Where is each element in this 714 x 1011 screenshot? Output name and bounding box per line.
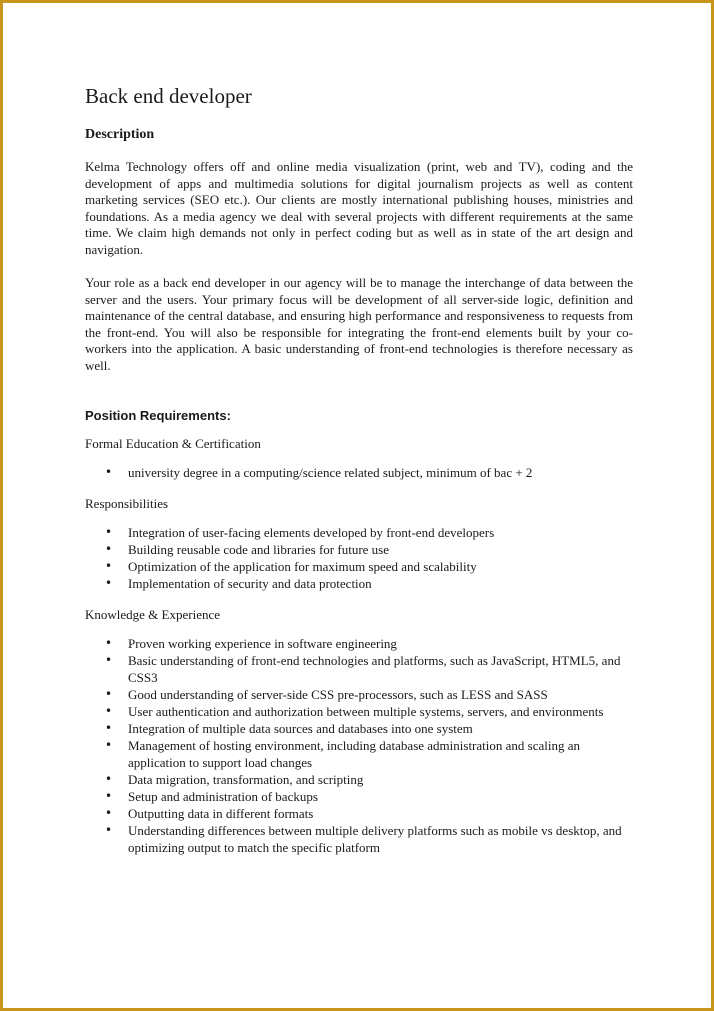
document-title: Back end developer bbox=[85, 84, 252, 108]
requirements-heading: Position Requirements: bbox=[85, 408, 231, 423]
responsibilities-list bbox=[85, 524, 633, 592]
knowledge-list bbox=[85, 635, 633, 856]
list-item: • Proven working experience in software engineering bbox=[85, 635, 633, 652]
document-page bbox=[85, 82, 633, 856]
list-item: • Building reusable code and libraries for future use bbox=[85, 541, 633, 558]
list-item: • Optimization of the application for maximum speed and scalability bbox=[85, 558, 633, 575]
education-list bbox=[85, 464, 633, 481]
list-item: • User authentication and authorization between multiple systems, servers, and environments bbox=[85, 703, 633, 720]
list-item: • Implementation of security and data protection bbox=[85, 575, 633, 592]
list-item: • Basic understanding of front-end technologies and platforms, such as JavaScript, HTML5, and CSS3 bbox=[85, 652, 633, 686]
knowledge-heading: Knowledge & Experience bbox=[85, 607, 221, 622]
list-item: • Management of hosting environment, including database administration and scaling an application to support load changes bbox=[85, 737, 633, 771]
list-item: • Integration of user-facing elements developed by front-end developers bbox=[85, 524, 633, 541]
description-heading: Description bbox=[85, 127, 155, 142]
description-paragraph-1: Kelma Technology offers off and online media visualization (print, web and TV), coding and the development of apps and multimedia solutions for digital journalism projects as well as content marketing services (SEO etc.). Our clients are mostly international publishing houses, ministries and foundations. As a media agency we deal with several projects with different requirements at the same time. We claim high demands not only in perfect coding but as well as in state of the art design and navigation. bbox=[85, 159, 633, 257]
list-item: • Setup and administration of backups bbox=[85, 788, 633, 805]
list-item: • Understanding differences between multiple delivery platforms such as mobile vs desktop, and optimizing output to match the specific platform bbox=[85, 822, 633, 856]
list-item: • Integration of multiple data sources and databases into one system bbox=[85, 720, 633, 737]
list-item: • university degree in a computing/science related subject, minimum of bac + 2 bbox=[85, 464, 633, 481]
education-heading: Formal Education & Certification bbox=[85, 436, 261, 451]
responsibilities-heading: Responsibilities bbox=[85, 496, 169, 511]
list-item: • Good understanding of server-side CSS pre-processors, such as LESS and SASS bbox=[85, 686, 633, 703]
description-paragraph-2: Your role as a back end developer in our agency will be to manage the interchange of data between the server and the users. Your primary focus will be development of all server-side logic, definition and maintenance of the central database, and ensuring high performance and responsiveness to requests from the front-end. You will also be responsible for integrating the front-end elements built by your co-workers into the application. A basic understanding of front-end technologies is therefore necessary as well. bbox=[85, 275, 633, 373]
list-item: • Outputting data in different formats bbox=[85, 805, 633, 822]
list-item: • Data migration, transformation, and scripting bbox=[85, 771, 633, 788]
